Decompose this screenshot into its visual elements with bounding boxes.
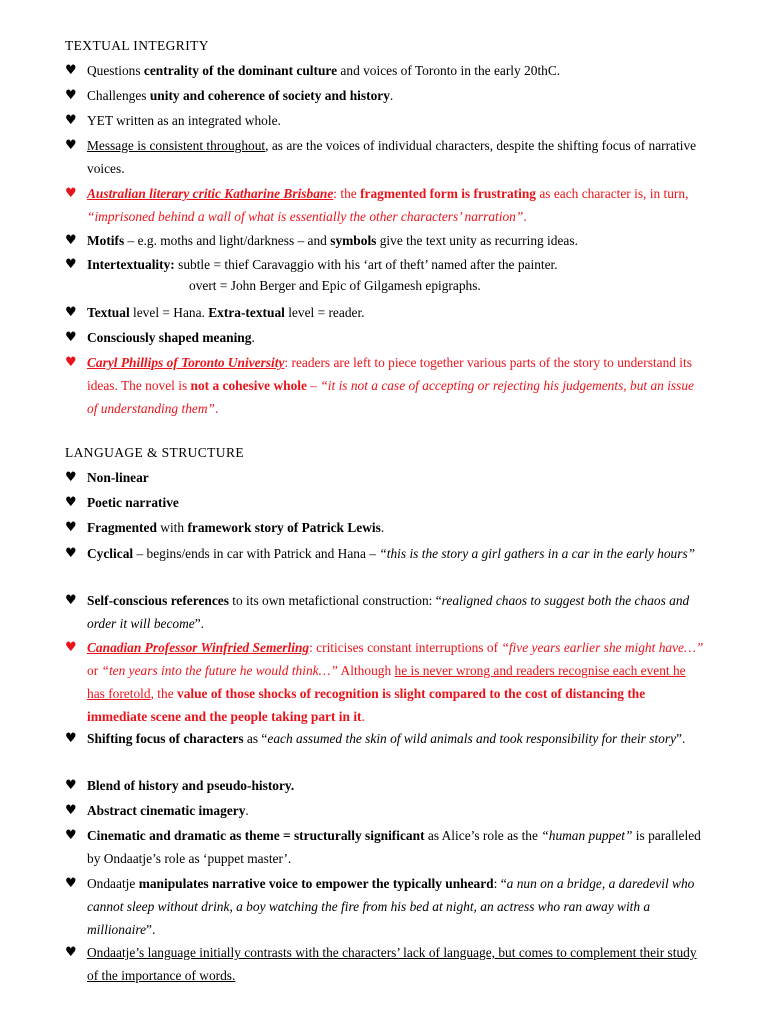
heart-bullet-icon: ♥ (65, 63, 77, 78)
heart-bullet-icon: ♥ (65, 778, 77, 793)
document-page: TEXTUAL INTEGRITY ♥ Questions centrality of the dominant culture and voices of Toronto in the early 20thC. ♥ Challenges unity and coherence of society and history. ♥ YET written as an integrated whole. ♥ Message is consistent throughout, as are the voices of individual characters, despite the shifting focus of narrative voices. ♥ Australian literary critic Katharine Brisbane: the fragmented form is frustrating as each character is, in turn, “imprisoned behind a wall of what is essentially the other characters’ narration”. ♥ Motifs – e.g. moths and light/darkness – and symbols give the text unity as recurring ideas. ♥ Intertextuality: subtle = thief Caravaggio with his ‘art of theft’ named after the painter. overt = John Berger and Epic of Gilgamesh epigraphs. ♥ Textual level = Hana. Extra-textual level = reader. ♥ Consciously shaped meaning. ♥ Caryl Phillips of Toronto University: readers are left to piece together various parts of the story to understand its ideas. The novel is not a cohesive whole – “it is not a case of accepting or rejecting his judgements, but an issue of understanding them”. LANGUAGE & STRUCTURE ♥ Non-linear ♥ Poetic narrative ♥ Fragmented with framework story of Patrick Lewis. ♥ Cyclical – begins/ends in car with Patrick and Hana – “this is the story a girl gathers in a car in the early hours” ♥ Self-conscious references to its own metafictional construction: “realigned chaos to suggest both the chaos and order it will become”. ♥ Canadian Professor Winfried Semerling: criticises constant interruptions of “five years earlier she might have…” or “ten years into the future he would think…” Although he is never wrong and readers recognise each event he has foretold, the value of those shocks of recognition is slight compared to the cost of distancing the immediate scene and the people taking part in it. ♥ Shifting focus of characters as “each assumed the skin of wild animals and took responsibility for their story”. ♥ Blend of history and pseudo-history. ♥ Abstract cinematic imagery. ♥ Cinematic and dramatic as theme = structurally significant as Alice’s role as the “human puppet” is paralleled by Ondaatje’s role as ‘puppet master’. ♥ Ondaatje manipulates narrative voice to empower the typically unheard: “a nun on a bridge, a daredevil who cannot sleep without drink, a boy watching the fire from his bed at night, an actress who ran away with a millionaire”. ♥ Ondaatje’s language initially contrasts with the characters’ lack of language, but comes to complement their study of the importance of words. (65, 38, 704, 983)
list-item-continuation: overt = John Berger and Epic of Gilgamesh epigraphs. (189, 278, 481, 293)
heart-bullet-icon: ♥ (65, 520, 77, 535)
heart-bullet-icon: ♥ (65, 470, 77, 485)
heart-bullet-icon: ♥ (65, 305, 77, 320)
heart-bullet-icon: ♥ (65, 803, 77, 818)
heart-bullet-icon: ♥ (65, 88, 77, 103)
heart-bullet-icon: ♥ (65, 257, 77, 272)
heart-bullet-icon: ♥ (65, 640, 77, 655)
heart-bullet-icon: ♥ (65, 138, 77, 153)
heart-bullet-icon: ♥ (65, 495, 77, 510)
heart-bullet-icon: ♥ (65, 355, 77, 370)
heart-bullet-icon: ♥ (65, 828, 77, 843)
heart-bullet-icon: ♥ (65, 546, 77, 561)
heart-bullet-icon: ♥ (65, 876, 77, 891)
heart-bullet-icon: ♥ (65, 233, 77, 248)
heart-bullet-icon: ♥ (65, 731, 77, 746)
heart-bullet-icon: ♥ (65, 330, 77, 345)
heart-bullet-icon: ♥ (65, 113, 77, 128)
section-heading-textual-integrity: TEXTUAL INTEGRITY (65, 38, 209, 53)
section-heading-language-structure: LANGUAGE & STRUCTURE (65, 445, 244, 460)
heart-bullet-icon: ♥ (65, 186, 77, 201)
heart-bullet-icon: ♥ (65, 945, 77, 960)
heart-bullet-icon: ♥ (65, 593, 77, 608)
